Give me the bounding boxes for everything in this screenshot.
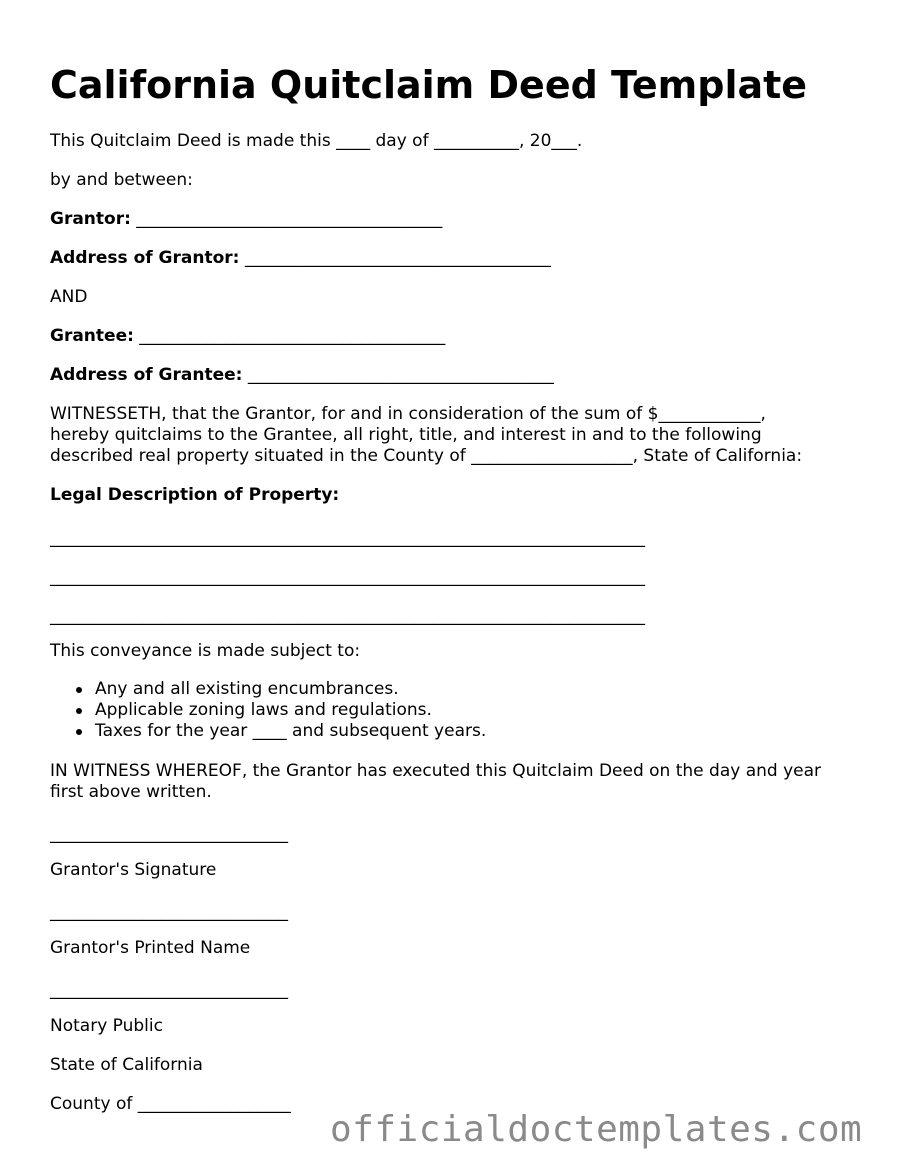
in-witness-line: IN WITNESS WHEREOF, the Grantor has executed this Quitclaim Deed on the day and year bbox=[50, 761, 822, 781]
grantor-printed-name-blank: ____________________________ bbox=[50, 902, 288, 922]
in-witness-paragraph bbox=[50, 761, 821, 803]
notary-blank: ____________________________ bbox=[50, 980, 288, 1000]
state-label: State of California bbox=[50, 1055, 203, 1075]
legal-description-blank: ______________________________________________________________________ bbox=[50, 528, 645, 548]
watermark-text: officialdoctemplates.com bbox=[330, 1109, 863, 1150]
grantor-blank: ____________________________________ bbox=[130, 209, 443, 229]
list-item: Any and all existing encumbrances. bbox=[95, 679, 486, 700]
witnesseth-paragraph bbox=[50, 404, 802, 467]
notary-public-label: Notary Public bbox=[50, 1016, 163, 1036]
grantor-address-label: Address of Grantor: bbox=[50, 248, 240, 268]
in-witness-line: first above written. bbox=[50, 782, 212, 802]
grantee-field bbox=[50, 326, 445, 347]
witnesseth-line: described real property situated in the County of ___________________, State of California: bbox=[50, 446, 803, 466]
grantor-signature-blank: ____________________________ bbox=[50, 824, 288, 844]
subject-to-list bbox=[50, 679, 486, 742]
legal-description-blank: ______________________________________________________________________ bbox=[50, 606, 645, 626]
by-and-between-text: by and between: bbox=[50, 170, 193, 190]
grantor-signature-label: Grantor's Signature bbox=[50, 860, 217, 880]
list-item: Taxes for the year ____ and subsequent years. bbox=[95, 721, 487, 741]
subject-to-intro: This conveyance is made subject to: bbox=[50, 641, 361, 661]
grantee-address-blank: ____________________________________ bbox=[242, 365, 554, 385]
grantor-address-field bbox=[50, 248, 551, 269]
grantor-label: Grantor: bbox=[50, 209, 131, 229]
witnesseth-line: WITNESSETH, that the Grantor, for and in consideration of the sum of $____________, bbox=[50, 404, 766, 424]
document-title: California Quitclaim Deed Template bbox=[50, 63, 808, 107]
and-text: AND bbox=[50, 287, 88, 307]
grantee-address-field bbox=[50, 365, 554, 386]
grantor-field bbox=[50, 209, 442, 230]
witnesseth-line: hereby quitclaims to the Grantee, all right, title, and interest in and to the following bbox=[50, 425, 762, 445]
grantor-address-blank: ____________________________________ bbox=[239, 248, 551, 268]
grantee-blank: ____________________________________ bbox=[133, 326, 446, 346]
legal-description-label: Legal Description of Property: bbox=[50, 485, 340, 505]
grantor-printed-name-label: Grantor's Printed Name bbox=[50, 938, 251, 958]
grantee-label: Grantee: bbox=[50, 326, 134, 346]
list-item: Applicable zoning laws and regulations. bbox=[95, 700, 486, 721]
county-label: County of __________________ bbox=[50, 1094, 291, 1114]
legal-description-blank: ______________________________________________________________________ bbox=[50, 567, 645, 587]
grantee-address-label: Address of Grantee: bbox=[50, 365, 243, 385]
intro-line: This Quitclaim Deed is made this ____ day of __________, 20___. bbox=[50, 131, 583, 151]
